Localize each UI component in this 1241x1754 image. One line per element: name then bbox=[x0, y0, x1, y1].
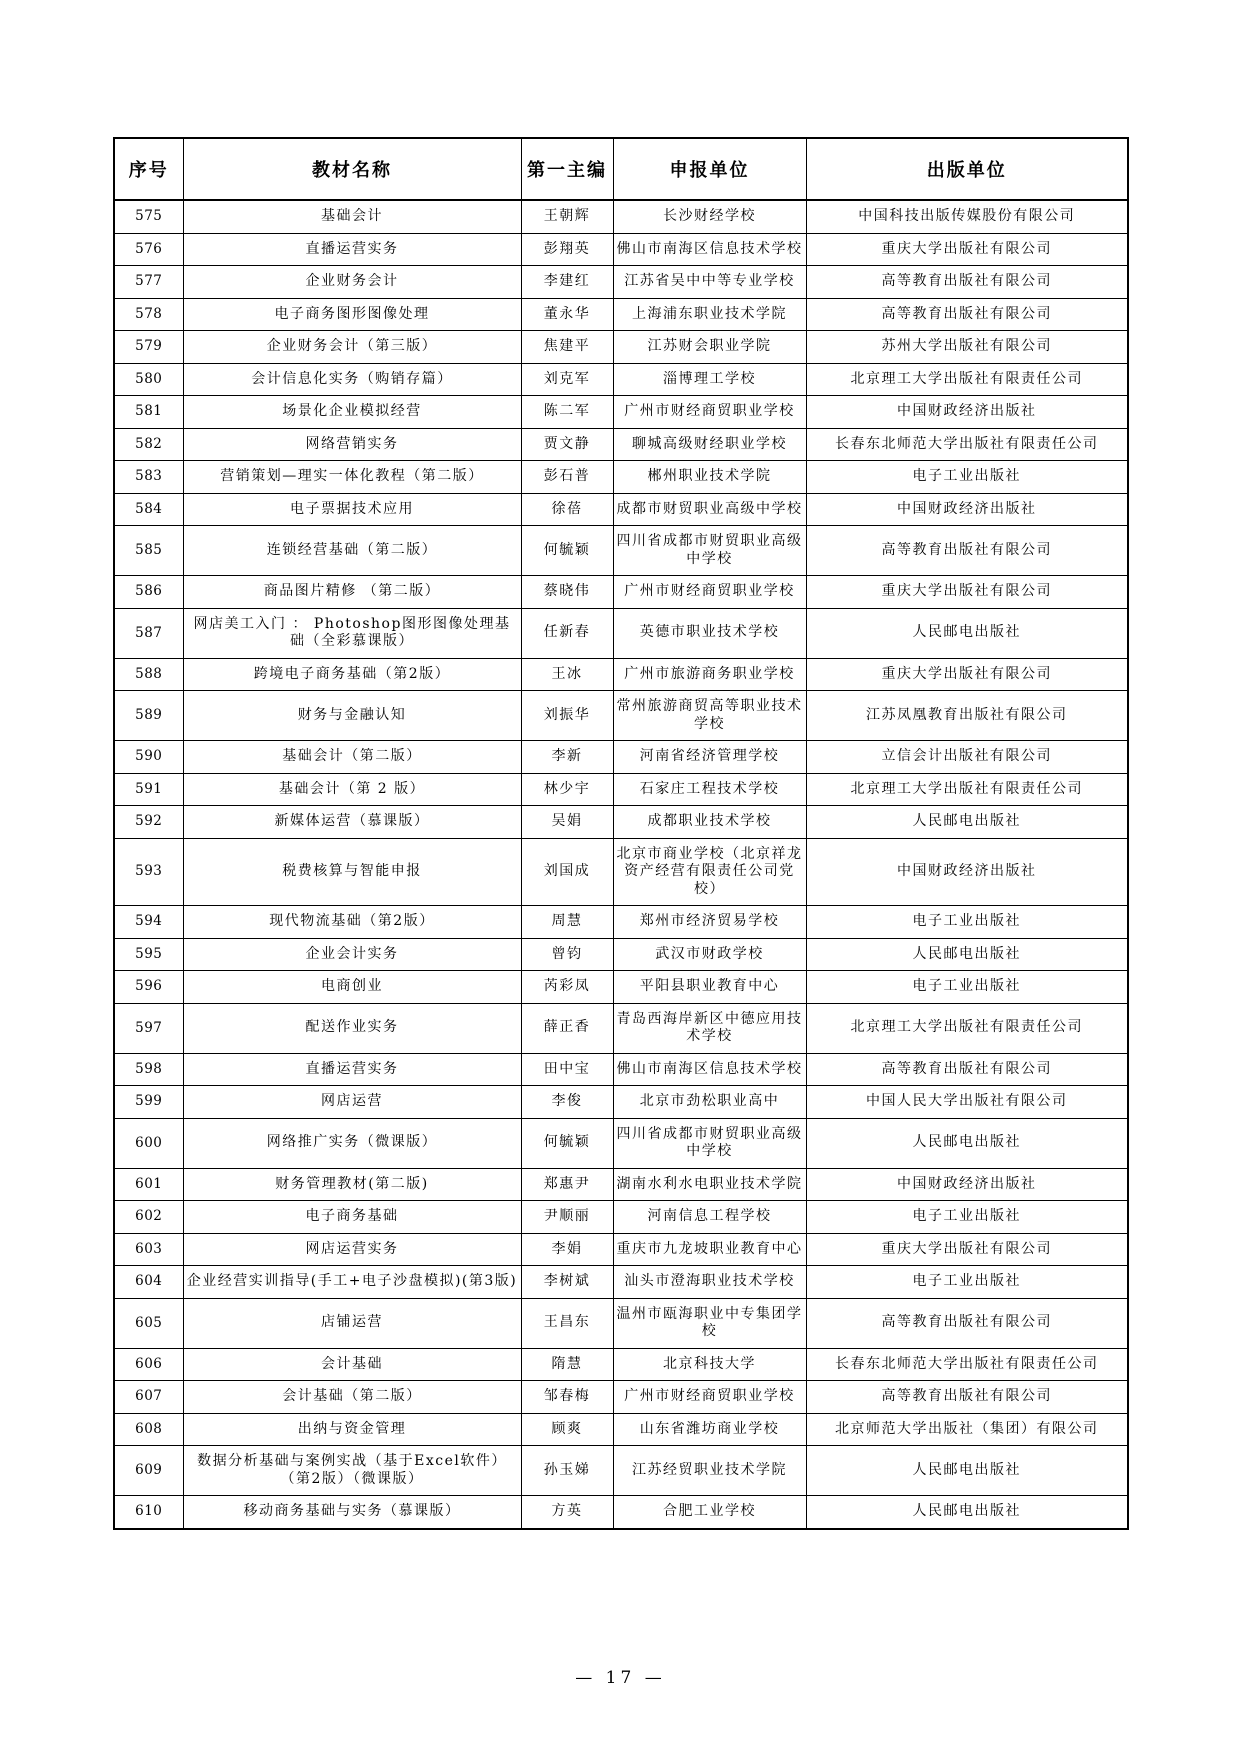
cell-serial-number: 585 bbox=[114, 526, 183, 576]
cell-publisher-unit: 长春东北师范大学出版社有限责任公司 bbox=[806, 428, 1128, 461]
cell-textbook-title: 跨境电子商务基础（第2版） bbox=[183, 658, 521, 691]
cell-textbook-title: 企业会计实务 bbox=[183, 938, 521, 971]
table-row bbox=[114, 576, 1128, 609]
cell-applicant-unit: 河南省经济管理学校 bbox=[613, 741, 806, 774]
cell-applicant-unit: 江苏省吴中中等专业学校 bbox=[613, 266, 806, 299]
cell-textbook-title: 税费核算与智能申报 bbox=[183, 838, 521, 906]
cell-applicant-unit: 北京市商业学校（北京祥龙资产经营有限责任公司党校） bbox=[613, 838, 806, 906]
cell-applicant-unit: 合肥工业学校 bbox=[613, 1496, 806, 1529]
cell-textbook-title: 企业经营实训指导(手工+电子沙盘模拟)(第3版) bbox=[183, 1266, 521, 1299]
cell-serial-number: 580 bbox=[114, 363, 183, 396]
table-row bbox=[114, 266, 1128, 299]
table-row bbox=[114, 396, 1128, 429]
cell-publisher-unit: 北京理工大学出版社有限责任公司 bbox=[806, 1003, 1128, 1053]
cell-serial-number: 578 bbox=[114, 298, 183, 331]
cell-textbook-title: 移动商务基础与实务（慕课版） bbox=[183, 1496, 521, 1529]
cell-publisher-unit: 中国人民大学出版社有限公司 bbox=[806, 1086, 1128, 1119]
cell-chief-editor: 刘振华 bbox=[521, 691, 613, 741]
cell-serial-number: 600 bbox=[114, 1118, 183, 1168]
table-row bbox=[114, 363, 1128, 396]
cell-publisher-unit: 人民邮电出版社 bbox=[806, 938, 1128, 971]
page-number-footer: — 17 — bbox=[575, 1668, 666, 1688]
cell-textbook-title: 营销策划—理实一体化教程（第二版） bbox=[183, 461, 521, 494]
cell-textbook-title: 电子商务图形图像处理 bbox=[183, 298, 521, 331]
cell-publisher-unit: 长春东北师范大学出版社有限责任公司 bbox=[806, 1348, 1128, 1381]
table-row bbox=[114, 658, 1128, 691]
cell-publisher-unit: 苏州大学出版社有限公司 bbox=[806, 331, 1128, 364]
table-row bbox=[114, 428, 1128, 461]
cell-publisher-unit: 江苏凤凰教育出版社有限公司 bbox=[806, 691, 1128, 741]
cell-textbook-title: 配送作业实务 bbox=[183, 1003, 521, 1053]
cell-chief-editor: 孙玉娣 bbox=[521, 1446, 613, 1496]
table-row bbox=[114, 1168, 1128, 1201]
cell-chief-editor: 徐蓓 bbox=[521, 493, 613, 526]
table-header bbox=[114, 138, 1128, 200]
cell-applicant-unit: 石家庄工程技术学校 bbox=[613, 773, 806, 806]
cell-serial-number: 599 bbox=[114, 1086, 183, 1119]
cell-applicant-unit: 山东省潍坊商业学校 bbox=[613, 1413, 806, 1446]
cell-applicant-unit: 郑州市经济贸易学校 bbox=[613, 906, 806, 939]
cell-publisher-unit: 电子工业出版社 bbox=[806, 1201, 1128, 1234]
cell-applicant-unit: 上海浦东职业技术学院 bbox=[613, 298, 806, 331]
cell-serial-number: 605 bbox=[114, 1298, 183, 1348]
cell-chief-editor: 吴娟 bbox=[521, 806, 613, 839]
cell-serial-number: 609 bbox=[114, 1446, 183, 1496]
cell-applicant-unit: 四川省成都市财贸职业高级中学校 bbox=[613, 526, 806, 576]
table-row bbox=[114, 773, 1128, 806]
cell-textbook-title: 出纳与资金管理 bbox=[183, 1413, 521, 1446]
cell-serial-number: 601 bbox=[114, 1168, 183, 1201]
cell-chief-editor: 何毓颖 bbox=[521, 1118, 613, 1168]
cell-publisher-unit: 重庆大学出版社有限公司 bbox=[806, 576, 1128, 609]
cell-chief-editor: 蔡晓伟 bbox=[521, 576, 613, 609]
table-row bbox=[114, 741, 1128, 774]
cell-chief-editor: 何毓颖 bbox=[521, 526, 613, 576]
cell-applicant-unit: 成都职业技术学校 bbox=[613, 806, 806, 839]
table-row bbox=[114, 608, 1128, 658]
cell-chief-editor: 曾钧 bbox=[521, 938, 613, 971]
cell-textbook-title: 财务与金融认知 bbox=[183, 691, 521, 741]
cell-serial-number: 593 bbox=[114, 838, 183, 906]
cell-applicant-unit: 聊城高级财经职业学校 bbox=[613, 428, 806, 461]
cell-serial-number: 588 bbox=[114, 658, 183, 691]
cell-publisher-unit: 高等教育出版社有限公司 bbox=[806, 1053, 1128, 1086]
cell-serial-number: 577 bbox=[114, 266, 183, 299]
cell-chief-editor: 李娟 bbox=[521, 1233, 613, 1266]
table-row bbox=[114, 493, 1128, 526]
cell-chief-editor: 方英 bbox=[521, 1496, 613, 1529]
cell-applicant-unit: 佛山市南海区信息技术学校 bbox=[613, 1053, 806, 1086]
cell-applicant-unit: 江苏财会职业学院 bbox=[613, 331, 806, 364]
cell-publisher-unit: 立信会计出版社有限公司 bbox=[806, 741, 1128, 774]
cell-applicant-unit: 广州市旅游商务职业学校 bbox=[613, 658, 806, 691]
cell-applicant-unit: 广州市财经商贸职业学校 bbox=[613, 576, 806, 609]
cell-chief-editor: 李新 bbox=[521, 741, 613, 774]
cell-chief-editor: 焦建平 bbox=[521, 331, 613, 364]
cell-publisher-unit: 电子工业出版社 bbox=[806, 971, 1128, 1004]
table-row bbox=[114, 1381, 1128, 1414]
cell-applicant-unit: 英德市职业技术学校 bbox=[613, 608, 806, 658]
cell-publisher-unit: 人民邮电出版社 bbox=[806, 1446, 1128, 1496]
cell-chief-editor: 刘国成 bbox=[521, 838, 613, 906]
table-row bbox=[114, 838, 1128, 906]
table-row bbox=[114, 806, 1128, 839]
table-row bbox=[114, 233, 1128, 266]
cell-chief-editor: 彭翔英 bbox=[521, 233, 613, 266]
cell-serial-number: 594 bbox=[114, 906, 183, 939]
cell-textbook-title: 电商创业 bbox=[183, 971, 521, 1004]
cell-publisher-unit: 重庆大学出版社有限公司 bbox=[806, 1233, 1128, 1266]
cell-serial-number: 606 bbox=[114, 1348, 183, 1381]
cell-serial-number: 608 bbox=[114, 1413, 183, 1446]
cell-textbook-title: 财务管理教材(第二版) bbox=[183, 1168, 521, 1201]
cell-publisher-unit: 中国财政经济出版社 bbox=[806, 838, 1128, 906]
cell-applicant-unit: 广州市财经商贸职业学校 bbox=[613, 1381, 806, 1414]
cell-serial-number: 584 bbox=[114, 493, 183, 526]
cell-publisher-unit: 高等教育出版社有限公司 bbox=[806, 1381, 1128, 1414]
cell-publisher-unit: 北京师范大学出版社（集团）有限公司 bbox=[806, 1413, 1128, 1446]
cell-textbook-title: 网店运营 bbox=[183, 1086, 521, 1119]
cell-publisher-unit: 高等教育出版社有限公司 bbox=[806, 298, 1128, 331]
cell-textbook-title: 网店运营实务 bbox=[183, 1233, 521, 1266]
table-row bbox=[114, 461, 1128, 494]
table-row bbox=[114, 200, 1128, 233]
table-row bbox=[114, 971, 1128, 1004]
table-row bbox=[114, 1201, 1128, 1234]
cell-chief-editor: 王朝辉 bbox=[521, 200, 613, 233]
cell-serial-number: 583 bbox=[114, 461, 183, 494]
cell-textbook-title: 企业财务会计 bbox=[183, 266, 521, 299]
cell-publisher-unit: 电子工业出版社 bbox=[806, 461, 1128, 494]
cell-textbook-title: 会计基础（第二版） bbox=[183, 1381, 521, 1414]
cell-textbook-title: 企业财务会计（第三版） bbox=[183, 331, 521, 364]
cell-textbook-title: 新媒体运营（慕课版） bbox=[183, 806, 521, 839]
cell-serial-number: 602 bbox=[114, 1201, 183, 1234]
col-header-chief-editor: 第一主编 bbox=[521, 138, 613, 200]
col-header-applicant-unit: 申报单位 bbox=[613, 138, 806, 200]
cell-applicant-unit: 平阳县职业教育中心 bbox=[613, 971, 806, 1004]
cell-textbook-title: 现代物流基础（第2版） bbox=[183, 906, 521, 939]
cell-textbook-title: 会计基础 bbox=[183, 1348, 521, 1381]
cell-applicant-unit: 佛山市南海区信息技术学校 bbox=[613, 233, 806, 266]
cell-textbook-title: 基础会计（第二版） bbox=[183, 741, 521, 774]
cell-applicant-unit: 四川省成都市财贸职业高级中学校 bbox=[613, 1118, 806, 1168]
cell-textbook-title: 商品图片精修 （第二版） bbox=[183, 576, 521, 609]
cell-applicant-unit: 河南信息工程学校 bbox=[613, 1201, 806, 1234]
table-row bbox=[114, 1348, 1128, 1381]
cell-textbook-title: 店铺运营 bbox=[183, 1298, 521, 1348]
table-row bbox=[114, 1446, 1128, 1496]
cell-publisher-unit: 中国财政经济出版社 bbox=[806, 1168, 1128, 1201]
cell-serial-number: 610 bbox=[114, 1496, 183, 1529]
cell-serial-number: 576 bbox=[114, 233, 183, 266]
cell-applicant-unit: 汕头市澄海职业技术学校 bbox=[613, 1266, 806, 1299]
table-row bbox=[114, 1003, 1128, 1053]
table-row bbox=[114, 526, 1128, 576]
cell-chief-editor: 田中宝 bbox=[521, 1053, 613, 1086]
cell-publisher-unit: 中国财政经济出版社 bbox=[806, 493, 1128, 526]
cell-serial-number: 586 bbox=[114, 576, 183, 609]
cell-textbook-title: 直播运营实务 bbox=[183, 1053, 521, 1086]
cell-chief-editor: 薛正香 bbox=[521, 1003, 613, 1053]
cell-serial-number: 575 bbox=[114, 200, 183, 233]
cell-serial-number: 589 bbox=[114, 691, 183, 741]
cell-textbook-title: 直播运营实务 bbox=[183, 233, 521, 266]
cell-applicant-unit: 广州市财经商贸职业学校 bbox=[613, 396, 806, 429]
cell-chief-editor: 李建红 bbox=[521, 266, 613, 299]
cell-textbook-title: 场景化企业模拟经营 bbox=[183, 396, 521, 429]
table-row bbox=[114, 1118, 1128, 1168]
col-header-publisher-unit: 出版单位 bbox=[806, 138, 1128, 200]
cell-serial-number: 590 bbox=[114, 741, 183, 774]
cell-chief-editor: 李树斌 bbox=[521, 1266, 613, 1299]
cell-textbook-title: 基础会计（第 2 版） bbox=[183, 773, 521, 806]
cell-chief-editor: 郑惠尹 bbox=[521, 1168, 613, 1201]
table-row bbox=[114, 906, 1128, 939]
cell-applicant-unit: 江苏经贸职业技术学院 bbox=[613, 1446, 806, 1496]
cell-publisher-unit: 电子工业出版社 bbox=[806, 906, 1128, 939]
cell-serial-number: 579 bbox=[114, 331, 183, 364]
col-header-textbook-title: 教材名称 bbox=[183, 138, 521, 200]
cell-applicant-unit: 温州市瓯海职业中专集团学校 bbox=[613, 1298, 806, 1348]
cell-applicant-unit: 重庆市九龙坡职业教育中心 bbox=[613, 1233, 806, 1266]
cell-serial-number: 597 bbox=[114, 1003, 183, 1053]
cell-publisher-unit: 高等教育出版社有限公司 bbox=[806, 1298, 1128, 1348]
cell-applicant-unit: 武汉市财政学校 bbox=[613, 938, 806, 971]
cell-publisher-unit: 高等教育出版社有限公司 bbox=[806, 266, 1128, 299]
cell-serial-number: 603 bbox=[114, 1233, 183, 1266]
cell-applicant-unit: 北京科技大学 bbox=[613, 1348, 806, 1381]
cell-serial-number: 591 bbox=[114, 773, 183, 806]
cell-chief-editor: 刘克军 bbox=[521, 363, 613, 396]
cell-chief-editor: 尹顺丽 bbox=[521, 1201, 613, 1234]
cell-textbook-title: 连锁经营基础（第二版） bbox=[183, 526, 521, 576]
cell-chief-editor: 王昌东 bbox=[521, 1298, 613, 1348]
table-row bbox=[114, 1053, 1128, 1086]
table-row bbox=[114, 1266, 1128, 1299]
cell-serial-number: 598 bbox=[114, 1053, 183, 1086]
cell-chief-editor: 芮彩凤 bbox=[521, 971, 613, 1004]
cell-publisher-unit: 北京理工大学出版社有限责任公司 bbox=[806, 773, 1128, 806]
cell-chief-editor: 董永华 bbox=[521, 298, 613, 331]
cell-textbook-title: 网络营销实务 bbox=[183, 428, 521, 461]
table-row bbox=[114, 1086, 1128, 1119]
cell-chief-editor: 周慧 bbox=[521, 906, 613, 939]
cell-applicant-unit: 青岛西海岸新区中德应用技术学校 bbox=[613, 1003, 806, 1053]
cell-chief-editor: 隋慧 bbox=[521, 1348, 613, 1381]
cell-publisher-unit: 人民邮电出版社 bbox=[806, 806, 1128, 839]
cell-textbook-title: 电子票据技术应用 bbox=[183, 493, 521, 526]
cell-chief-editor: 彭石普 bbox=[521, 461, 613, 494]
cell-serial-number: 592 bbox=[114, 806, 183, 839]
table-row bbox=[114, 1298, 1128, 1348]
cell-serial-number: 587 bbox=[114, 608, 183, 658]
table-row bbox=[114, 938, 1128, 971]
cell-applicant-unit: 长沙财经学校 bbox=[613, 200, 806, 233]
cell-chief-editor: 邹春梅 bbox=[521, 1381, 613, 1414]
table-body bbox=[114, 200, 1128, 1529]
textbook-approval-table bbox=[113, 137, 1129, 1530]
cell-applicant-unit: 常州旅游商贸高等职业技术学校 bbox=[613, 691, 806, 741]
table-row bbox=[114, 298, 1128, 331]
cell-textbook-title: 数据分析基础与案例实战（基于Excel软件）（第2版）（微课版） bbox=[183, 1446, 521, 1496]
cell-publisher-unit: 北京理工大学出版社有限责任公司 bbox=[806, 363, 1128, 396]
table-row bbox=[114, 1413, 1128, 1446]
cell-chief-editor: 贾文静 bbox=[521, 428, 613, 461]
cell-publisher-unit: 人民邮电出版社 bbox=[806, 608, 1128, 658]
cell-publisher-unit: 重庆大学出版社有限公司 bbox=[806, 658, 1128, 691]
cell-applicant-unit: 郴州职业技术学院 bbox=[613, 461, 806, 494]
cell-serial-number: 604 bbox=[114, 1266, 183, 1299]
cell-publisher-unit: 电子工业出版社 bbox=[806, 1266, 1128, 1299]
cell-applicant-unit: 北京市劲松职业高中 bbox=[613, 1086, 806, 1119]
cell-publisher-unit: 重庆大学出版社有限公司 bbox=[806, 233, 1128, 266]
cell-textbook-title: 网店美工入门 ： Photoshop图形图像处理基础（全彩慕课版） bbox=[183, 608, 521, 658]
cell-chief-editor: 林少宇 bbox=[521, 773, 613, 806]
table-row bbox=[114, 331, 1128, 364]
cell-publisher-unit: 人民邮电出版社 bbox=[806, 1118, 1128, 1168]
cell-textbook-title: 基础会计 bbox=[183, 200, 521, 233]
table-row bbox=[114, 691, 1128, 741]
cell-textbook-title: 电子商务基础 bbox=[183, 1201, 521, 1234]
cell-chief-editor: 顾爽 bbox=[521, 1413, 613, 1446]
cell-serial-number: 581 bbox=[114, 396, 183, 429]
cell-serial-number: 595 bbox=[114, 938, 183, 971]
table-header-row bbox=[114, 138, 1128, 200]
col-header-serial-number: 序号 bbox=[114, 138, 183, 200]
cell-applicant-unit: 淄博理工学校 bbox=[613, 363, 806, 396]
cell-publisher-unit: 人民邮电出版社 bbox=[806, 1496, 1128, 1529]
table-row bbox=[114, 1496, 1128, 1529]
cell-applicant-unit: 成都市财贸职业高级中学校 bbox=[613, 493, 806, 526]
cell-chief-editor: 任新春 bbox=[521, 608, 613, 658]
table-row bbox=[114, 1233, 1128, 1266]
cell-publisher-unit: 中国科技出版传媒股份有限公司 bbox=[806, 200, 1128, 233]
cell-textbook-title: 网络推广实务（微课版） bbox=[183, 1118, 521, 1168]
cell-serial-number: 607 bbox=[114, 1381, 183, 1414]
cell-textbook-title: 会计信息化实务（购销存篇） bbox=[183, 363, 521, 396]
cell-serial-number: 582 bbox=[114, 428, 183, 461]
cell-serial-number: 596 bbox=[114, 971, 183, 1004]
cell-publisher-unit: 高等教育出版社有限公司 bbox=[806, 526, 1128, 576]
cell-chief-editor: 王冰 bbox=[521, 658, 613, 691]
cell-applicant-unit: 湖南水利水电职业技术学院 bbox=[613, 1168, 806, 1201]
cell-chief-editor: 李俊 bbox=[521, 1086, 613, 1119]
cell-publisher-unit: 中国财政经济出版社 bbox=[806, 396, 1128, 429]
cell-chief-editor: 陈二军 bbox=[521, 396, 613, 429]
